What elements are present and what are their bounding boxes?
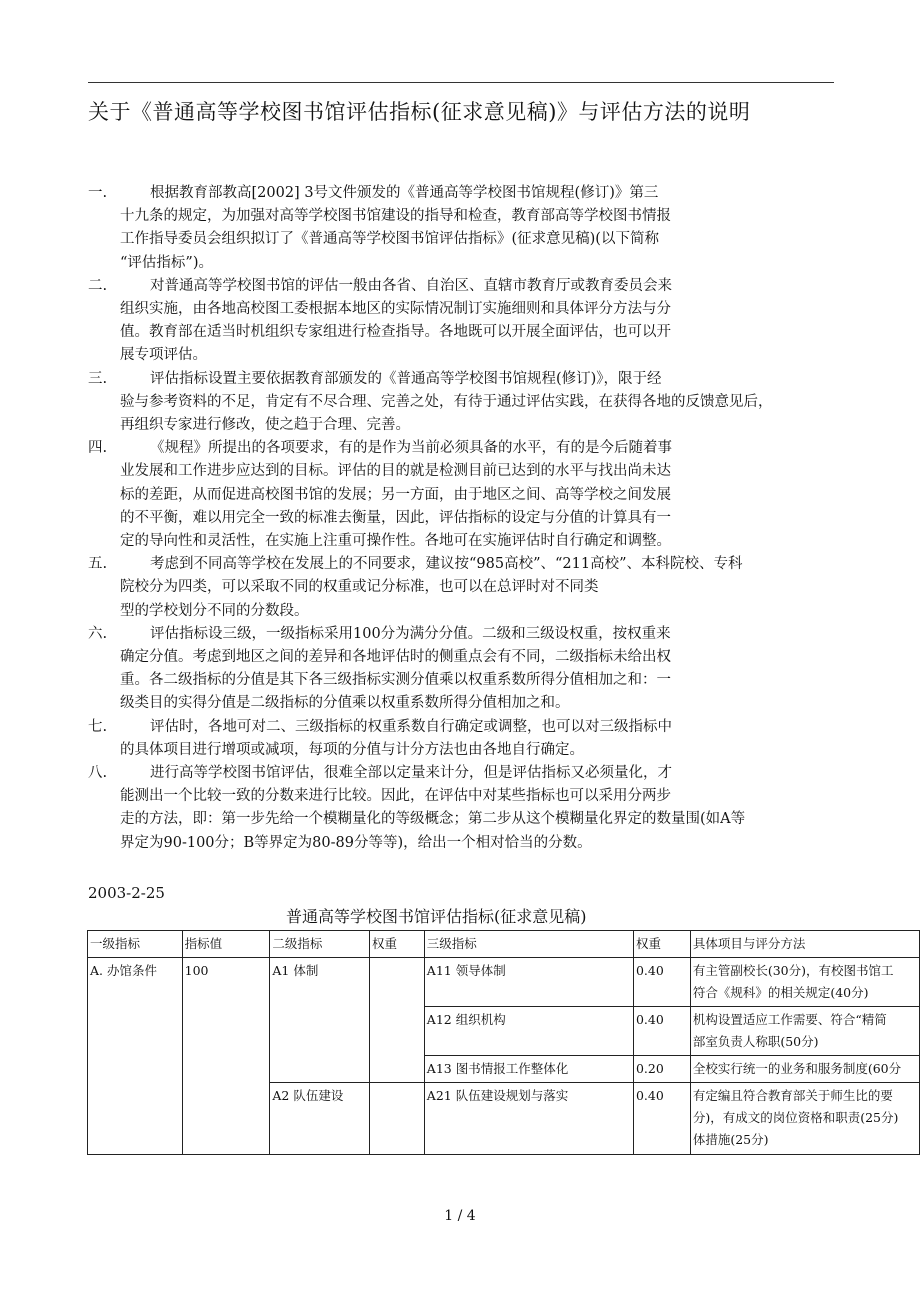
level2-weight-cell <box>369 958 424 1083</box>
level3-weight-cell: 0.40 <box>633 1083 690 1155</box>
level2-name-cell: A2 队伍建设 <box>270 1083 370 1155</box>
paragraph-number: 一. <box>88 185 108 201</box>
numbered-paragraph <box>88 437 848 553</box>
paragraph-number: 四. <box>88 440 108 457</box>
level2-name-cell: A1 体制 <box>270 958 370 1083</box>
paragraph-line: 重。各二级指标的分值是其下各三级指标实测分值乘以权重系数所得分值相加之和：一 <box>120 672 671 689</box>
table-header-row <box>88 931 920 958</box>
paragraph-number: 六. <box>88 625 108 642</box>
header-cell: 二级指标 <box>270 931 370 958</box>
header-cell: 指标值 <box>182 931 270 958</box>
desc-line: 体措施(25分) <box>692 1132 769 1147</box>
paragraph-line: 值。教育部在适当时机组织专家组进行检查指导。各地既可以开展全面评估，也可以开 <box>120 324 671 341</box>
numbered-paragraph <box>88 762 848 855</box>
desc-line: 有定编且符合教育部关于师生比的要 <box>692 1088 893 1103</box>
paragraph-number: 七. <box>88 718 108 735</box>
level1-value-cell: 100 <box>182 958 270 1155</box>
paragraph-line: 级类目的实得分值是二级指标的分值乘以权重系数所得分值相加之和。 <box>120 695 570 712</box>
desc-line: 全校实行统一的业务和服务制度(60分 <box>692 1061 902 1076</box>
document-date: 2003-2-25 <box>88 884 165 902</box>
paragraph-line: 走的方法，即：第一步先给一个模糊量化的等级概念；第二步从这个模糊量化界定的数量围(如A等 <box>120 811 746 828</box>
desc-cell <box>690 958 919 1007</box>
paragraph-line: 院校分为四类，可以采取不同的权重或记分标准，也可以在总评时对不同类 <box>120 579 599 596</box>
paragraph-line: 再组织专家进行修改，使之趋于合理、完善。 <box>120 416 410 433</box>
paragraph-line: 考虑到不同高等学校在发展上的不同要求，建议按“985高校”、“211高校”、本科院校、专科 <box>150 556 743 573</box>
paragraph-line: 评估时，各地可对二、三级指标的权重系数自行确定或调整，也可以对三级指标中 <box>150 718 672 735</box>
paragraph-line: 型的学校划分不同的分数段。 <box>120 602 309 619</box>
level3-name-cell: A21 队伍建设规划与落实 <box>424 1083 633 1155</box>
table-title: 普通高等学校图书馆评估指标(征求意见稿) <box>286 907 587 926</box>
level3-name-cell: A12 组织机构 <box>424 1007 633 1056</box>
header-cell: 权重 <box>633 931 690 958</box>
paragraph-line: 的具体项目进行增项或减项，每项的分值与计分方法也由各地自行确定。 <box>120 741 584 758</box>
paragraph-line: 《规程》所提出的各项要求，有的是作为当前必须具备的水平，有的是今后随着事 <box>150 440 672 457</box>
evaluation-table <box>87 930 920 1155</box>
header-cell: 一级指标 <box>88 931 183 958</box>
paragraph-line: 验与参考资料的不足，肯定有不尽合理、完善之处，有待于通过评估实践，在获得各地的反馈意见后， <box>120 393 773 410</box>
paragraph-line: 标的差距，从而促进高校图书馆的发展；另一方面，由于地区之间、高等学校之间发展 <box>120 486 671 503</box>
paragraph-number: 三. <box>88 370 108 387</box>
desc-cell <box>690 1083 919 1155</box>
desc-line: 机构设置适应工作需要、符合“精简 <box>692 1012 887 1027</box>
level3-weight-cell: 0.40 <box>633 1007 690 1056</box>
numbered-paragraph <box>88 716 848 762</box>
level3-name-cell: A11 领导体制 <box>424 958 633 1007</box>
paragraph-line: 组织实施，由各地高校图工委根据本地区的实际情况制订实施细则和具体评分方法与分 <box>120 300 671 317</box>
numbered-paragraph <box>88 368 848 438</box>
paragraph-line: 十九条的规定，为加强对高等学校图书馆建设的指导和检查，教育部高等学校图书情报 <box>120 208 671 225</box>
document-title: 关于《普通高等学校图书馆评估指标(征求意见稿)》与评估方法的说明 <box>88 100 751 124</box>
paragraph-line: 工作指导委员会组织拟订了《普通高等学校图书馆评估指标》(征求意见稿)(以下简称 <box>120 231 659 248</box>
level3-weight-cell: 0.20 <box>633 1056 690 1083</box>
paragraph-line: 能测出一个比较一致的分数来进行比较。因此，在评估中对某些指标也可以采用分两步 <box>120 788 671 805</box>
paragraph-line: 的不平衡，难以用完全一致的标准去衡量，因此，评估指标的设定与分值的计算具有一 <box>120 509 671 526</box>
paragraph-line: 进行高等学校图书馆评估，很难全部以定量来计分，但是评估指标又必须量化，才 <box>150 765 672 781</box>
paragraph-line: 界定为90-100分；B等界定为80-89分等等)，给出一个相对恰当的分数。 <box>120 834 592 851</box>
paragraph-number: 二. <box>88 277 108 294</box>
header-cell: 三级指标 <box>424 931 633 958</box>
level2-weight-cell <box>369 1083 424 1155</box>
level3-weight-cell: 0.40 <box>633 958 690 1007</box>
desc-cell <box>690 1056 919 1083</box>
page-number: 1 / 4 <box>444 1208 476 1224</box>
desc-line: 有主管副校长(30分)，有校图书馆工 <box>692 963 894 978</box>
desc-line: 部室负责人称职(50分) <box>692 1034 819 1049</box>
numbered-paragraph <box>88 623 848 716</box>
header-cell: 权重 <box>369 931 424 958</box>
paragraph-line: 对普通高等学校图书馆的评估一般由各省、自治区、直辖市教育厅或教育委员会来 <box>150 277 672 294</box>
paragraph-line: 确定分值。考虑到地区之间的差异和各地评估时的侧重点会有不同，二级指标未给出权 <box>120 648 671 665</box>
table-row <box>88 958 920 1007</box>
level3-name-cell: A13 图书情报工作整体化 <box>424 1056 633 1083</box>
paragraph-line: 定的导向性和灵活性，在实施上注重可操作性。各地可在实施评估时自行确定和调整。 <box>120 532 671 549</box>
paragraph-line: 评估指标设三级，一级指标采用100分为满分分值。二级和三级设权重，按权重来 <box>150 625 671 642</box>
header-cell: 具体项目与评分方法 <box>690 931 919 958</box>
paragraph-number: 八. <box>88 765 108 781</box>
level1-name-cell: A. 办馆条件 <box>88 958 183 1155</box>
numbered-paragraph <box>88 275 848 368</box>
desc-line: 分)，有成文的岗位资格和职责(25分) <box>692 1110 899 1125</box>
paragraph-line: “评估指标”)。 <box>120 254 213 271</box>
numbered-paragraph <box>88 553 848 623</box>
desc-cell <box>690 1007 919 1056</box>
paragraph-line: 根据教育部教高[2002] 3号文件颁发的《普通高等学校图书馆规程(修订)》第三 <box>150 185 659 201</box>
paragraph-line: 业发展和工作进步应达到的目标。评估的目的就是检测目前已达到的水平与找出尚未达 <box>120 463 671 480</box>
paragraph-line: 评估指标设置主要依据教育部颁发的《普通高等学校图书馆规程(修订)》，限于经 <box>150 370 662 387</box>
paragraph-line: 展专项评估。 <box>120 347 207 364</box>
paragraph-number: 五. <box>88 556 108 573</box>
numbered-paragraph <box>88 182 848 275</box>
desc-line: 符合《规科》的相关规定(40分) <box>692 985 869 1000</box>
header-rule <box>88 82 834 83</box>
